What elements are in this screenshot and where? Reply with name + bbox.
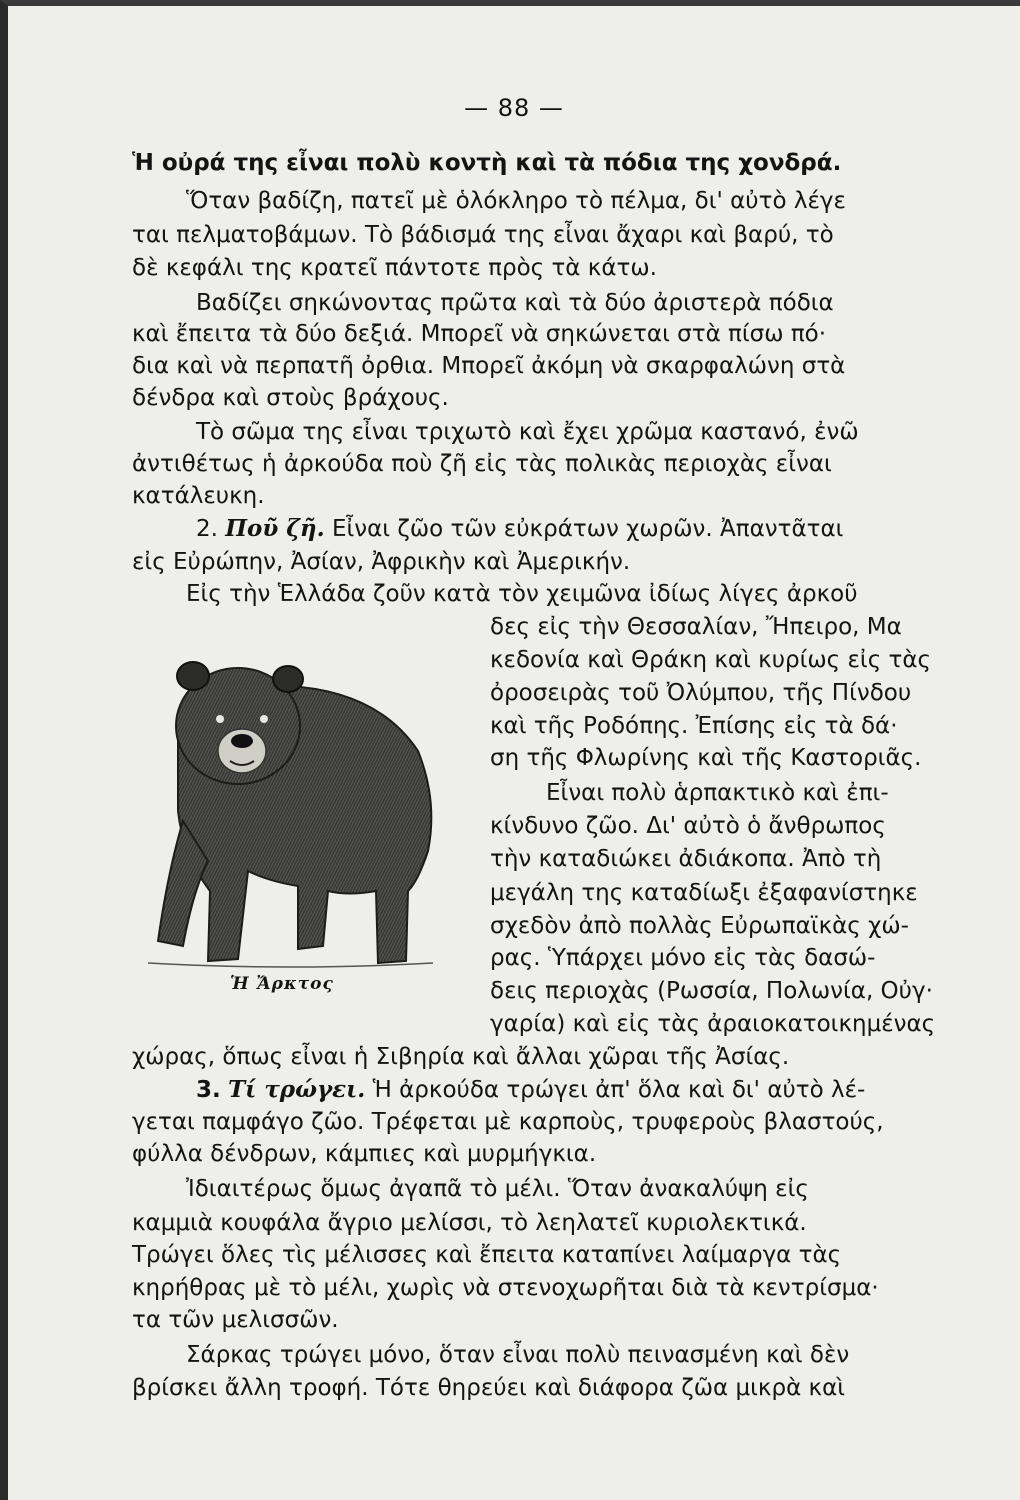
- section-text: Ἡ ἀρκούδα τρώγει ἀπ' ὅλα καὶ δι' αὐτὸ λέ-: [372, 1077, 866, 1103]
- text-line: κηρήθρας μὲ τὸ μέλι, χωρὶς νὰ στενοχωρῆται διὰ τὰ κεντρίσμα·: [132, 1275, 879, 1301]
- text-line: βρίσκει ἄλλη τροφή. Τότε θηρεύει καὶ διάφορα ζῶα μικρὰ καὶ: [132, 1375, 846, 1401]
- text-line: δεις περιοχὰς (Ρωσσία, Πολωνία, Οὐγ·: [490, 978, 933, 1004]
- text-line: δια καὶ νὰ περπατῆ ὀρθια. Μπορεῖ ἀκόμη νὰ σκαρφαλώνη στὰ: [132, 353, 846, 379]
- text-line: κατάλευκη.: [132, 483, 265, 509]
- section-heading: Ποῦ ζῆ.: [225, 515, 325, 542]
- bear-illustration: [138, 641, 438, 981]
- text-line: Σάρκας τρώγει μόνο, ὅταν εἶναι πολὺ πεινασμένη καὶ δὲν: [186, 1342, 850, 1368]
- text-line: ται πελματοβάμων. Τὸ βάδισμά της εἶναι ἄχαρι καὶ βαρύ, τὸ: [132, 222, 834, 248]
- text-line: δένδρα καὶ στοὺς βράχους.: [132, 385, 449, 411]
- text-line: ση τῆς Φλωρίνης καὶ τῆς Καστοριᾶς.: [490, 745, 922, 771]
- text-line: ὀροσειρὰς τοῦ Ὀλύμπου, τῆς Πίνδου: [490, 680, 912, 706]
- text-line: καὶ τῆς Ροδόπης. Ἐπίσης εἰς τὰ δά·: [490, 713, 898, 739]
- text-line: Εἶναι πολὺ ἁρπακτικὸ καὶ ἐπι-: [546, 780, 889, 806]
- text-line: κίνδυνο ζῶο. Δι' αὐτὸ ὁ ἄνθρωπος: [490, 813, 886, 839]
- text-line: μεγάλη της καταδίωξι ἐξαφανίστηκε: [490, 880, 918, 906]
- text-line: τα τῶν μελισσῶν.: [132, 1307, 339, 1333]
- section-text: Εἶναι ζῶο τῶν εὐκράτων χωρῶν. Ἀπαντᾶται: [331, 516, 844, 542]
- text-line: Βαδίζει σηκώνοντας πρῶτα καὶ τὰ δύο ἀριστερὰ πόδια: [196, 290, 834, 316]
- text-line: τὴν καταδιώκει ἀδιάκοπα. Ἀπὸ τὴ: [490, 846, 882, 872]
- text-line: κεδονία καὶ Θράκη καὶ κυρίως εἰς τὰς: [490, 647, 932, 673]
- text-line: Τὸ σῶμα της εἶναι τριχωτὸ καὶ ἔχει χρῶμα καστανό, ἐνῶ: [196, 419, 859, 445]
- text-line: σχεδὸν ἀπὸ πολλὰς Εὐρωπαϊκὰς χώ-: [490, 913, 909, 939]
- text-line: Ὅταν βαδίζη, πατεῖ μὲ ὁλόκληρο τὸ πέλμα, δι' αὐτὸ λέγε: [186, 188, 846, 214]
- text-line: Τρώγει ὅλες τὶς μέλισσες καὶ ἔπειτα καταπίνει λαίμαργα τὰς: [132, 1242, 842, 1268]
- figure-caption: Ἡ Ἄρκτος: [230, 974, 334, 994]
- text-line: εἰς Εὐρώπην, Ἀσίαν, Ἀφρικὴν καὶ Ἀμερικήν.: [132, 549, 631, 575]
- section-3-line: [196, 1075, 865, 1105]
- section-number: 3.: [196, 1077, 221, 1103]
- text-line: ρας. Ὑπάρχει μόνο εἰς τὰς δασώ-: [490, 945, 876, 971]
- page-number: — 88 —: [464, 94, 564, 122]
- text-line: Ἰδιαιτέρως ὅμως ἀγαπᾶ τὸ μέλι. Ὅταν ἀνακαλύψη εἰς: [186, 1176, 809, 1202]
- text-line: φύλλα δένδρων, κάμπιες καὶ μυρμήγκια.: [132, 1141, 597, 1167]
- text-line: Εἰς τὴν Ἑλλάδα ζοῦν κατὰ τὸν χειμῶνα ἰδίως λίγες ἀρκοῦ: [186, 581, 858, 607]
- text-line: χώρας, ὅπως εἶναι ἡ Σιβηρία καὶ ἄλλαι χῶραι τῆς Ἀσίας.: [132, 1044, 790, 1070]
- text-line: δες εἰς τὴν Θεσσαλίαν, Ἤπειρο, Μα: [490, 614, 902, 640]
- text-line: καὶ ἔπειτα τὰ δύο δεξιά. Μπορεῖ νὰ σηκώνεται στὰ πίσω πό·: [132, 321, 827, 347]
- section-2-line: [196, 514, 843, 544]
- text-line: δὲ κεφάλι της κρατεῖ πάντοτε πρὸς τὰ κάτω.: [132, 255, 657, 281]
- text-line: ἀντιθέτως ἡ ἀρκούδα ποὺ ζῆ εἰς τὰς πολικὰς περιοχὰς εἶναι: [132, 451, 832, 477]
- text-line: Ἡ οὐρά της εἶναι πολὺ κοντὴ καὶ τὰ πόδια της χονδρά.: [132, 150, 842, 176]
- text-line: γεται παμφάγο ζῶο. Τρέφεται μὲ καρποὺς, τρυφεροὺς βλαστούς,: [132, 1109, 884, 1135]
- section-heading: Τί τρώγει.: [228, 1076, 366, 1103]
- text-line: γαρία) καὶ εἰς τὰς ἀραιοκατοικημένας: [490, 1011, 936, 1037]
- text-line: καμμιὰ κουφάλα ἄγριο μελίσσι, τὸ λεηλατεῖ κυριολεκτικά.: [132, 1210, 807, 1236]
- section-number: 2.: [196, 516, 218, 542]
